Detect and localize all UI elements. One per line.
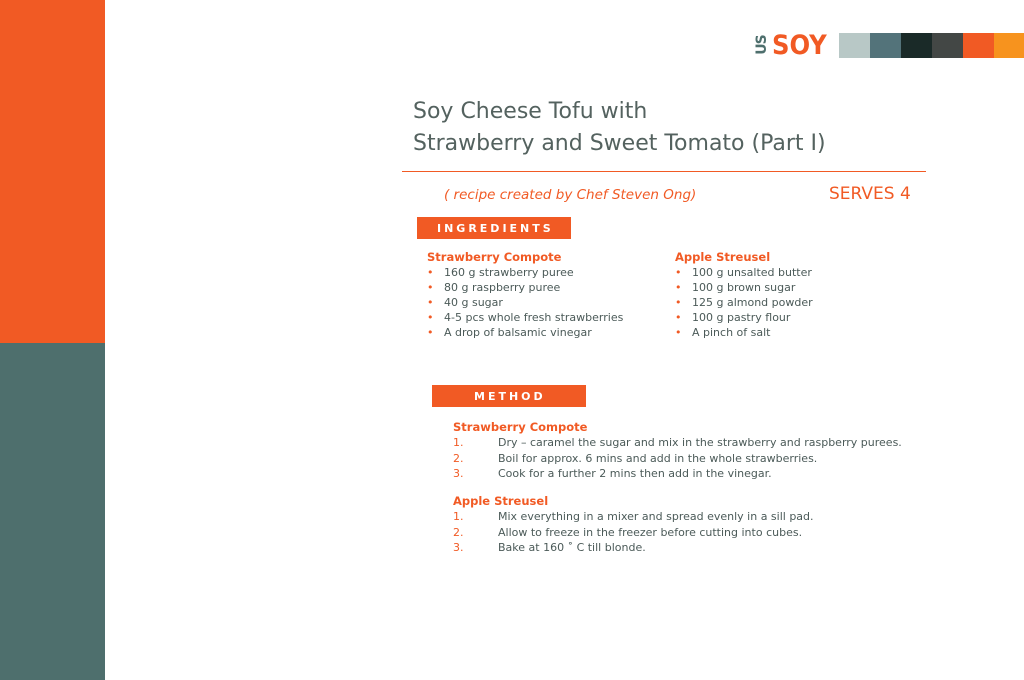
swatch-1 — [839, 33, 870, 58]
us-soy-logo — [748, 30, 827, 60]
side-band-teal — [0, 343, 105, 680]
list-item: • 100 g unsalted butter — [675, 266, 812, 279]
title-divider — [402, 171, 926, 172]
ingredients-banner: INGREDIENTS — [417, 217, 571, 239]
list-item: • A pinch of salt — [675, 326, 771, 339]
list-item: • 160 g strawberry puree — [427, 266, 574, 279]
color-swatch-strip — [839, 33, 1024, 58]
serves-label: SERVES 4 — [829, 184, 911, 204]
swatch-4 — [932, 33, 963, 58]
list-item: • 80 g raspberry puree — [427, 281, 561, 294]
list-item: • 40 g sugar — [427, 296, 503, 309]
ingredient-group-strawberry-compote — [427, 250, 657, 340]
ingredient-group-heading: Apple Streusel — [675, 250, 771, 264]
method-banner: METHOD — [432, 385, 586, 407]
logo-us-text: US — [754, 35, 770, 55]
ingredient-list — [427, 265, 657, 340]
ingredient-group-heading: Strawberry Compote — [427, 250, 562, 264]
list-item: • 4-5 pcs whole fresh strawberries — [427, 311, 624, 324]
logo-soy-text: SOY — [772, 29, 827, 61]
list-item: • A drop of balsamic vinegar — [427, 326, 592, 339]
method-group-heading: Apple Streusel — [453, 494, 549, 508]
list-item: 1. Mix everything in a mixer and spread evenly in a sill pad. — [453, 510, 814, 523]
list-item: • 100 g pastry flour — [675, 311, 791, 324]
method-steps — [453, 509, 913, 556]
swatch-3 — [901, 33, 932, 58]
swatch-2 — [870, 33, 901, 58]
method-steps — [453, 435, 913, 482]
recipe-byline: ( recipe created by Chef Steven Ong) — [444, 187, 697, 203]
title-line-2: Strawberry and Sweet Tomato (Part I) — [413, 131, 826, 156]
side-band-orange — [0, 0, 105, 343]
title-line-1: Soy Cheese Tofu with — [413, 99, 648, 124]
ingredient-group-apple-streusel — [675, 250, 905, 340]
list-item: • 100 g brown sugar — [675, 281, 796, 294]
list-item: • 125 g almond powder — [675, 296, 813, 309]
ingredient-list — [675, 265, 905, 340]
method-group-apple-streusel — [453, 494, 913, 556]
swatch-6 — [994, 33, 1024, 58]
swatch-5 — [963, 33, 994, 58]
list-item: 2. Boil for approx. 6 mins and add in the whole strawberries. — [453, 451, 818, 465]
list-item: 1. Dry – caramel the sugar and mix in the strawberry and raspberry purees. — [453, 436, 902, 449]
method-group-strawberry-compote — [453, 420, 913, 482]
list-item: 3. Cook for a further 2 mins then add in the vinegar. — [453, 467, 772, 480]
list-item: 2. Allow to freeze in the freezer before cutting into cubes. — [453, 525, 803, 539]
method-group-heading: Strawberry Compote — [453, 420, 588, 434]
recipe-title — [413, 96, 826, 160]
list-item: 3. Bake at 160 ˚ C till blonde. — [453, 541, 646, 554]
